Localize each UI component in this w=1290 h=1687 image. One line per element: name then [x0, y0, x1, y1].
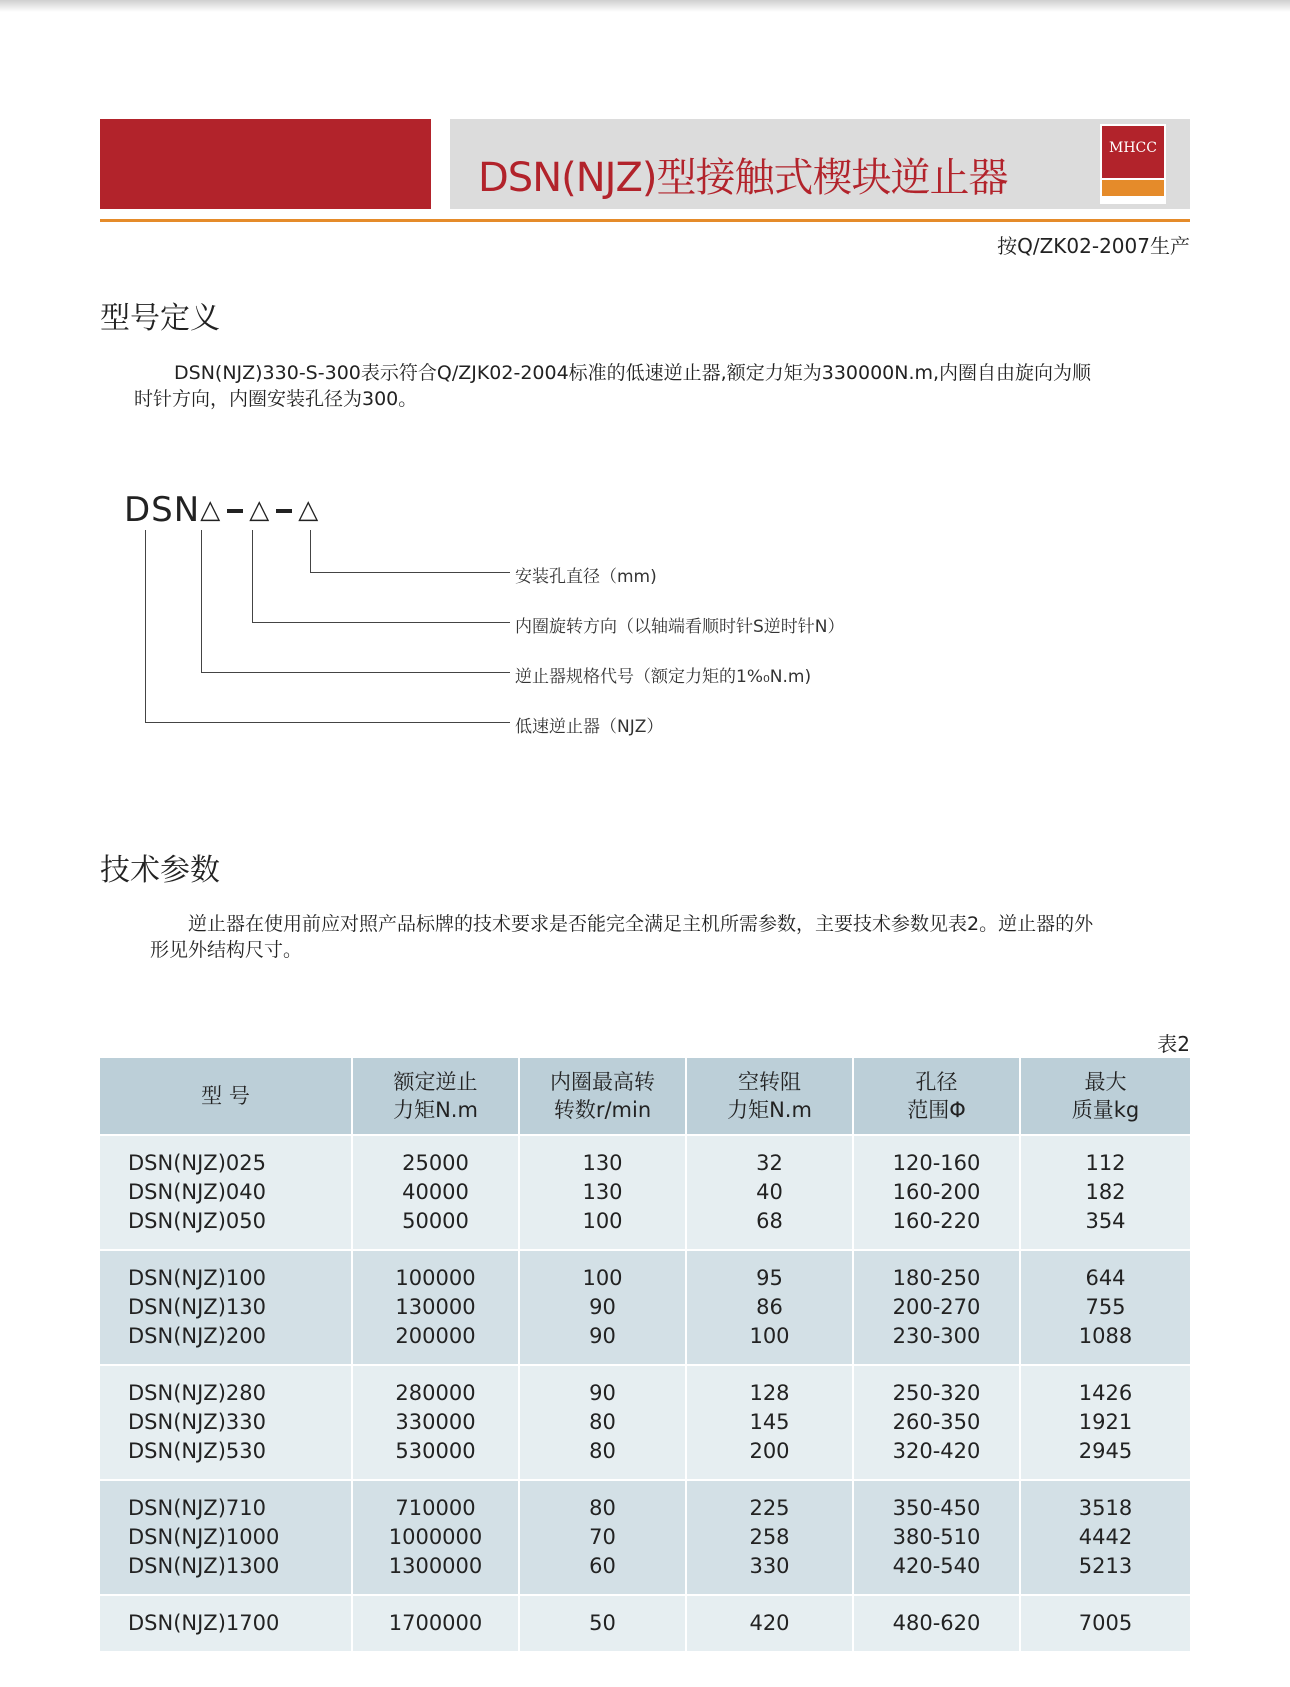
- cell-value: 130000: [395, 1295, 476, 1319]
- cell-value: DSN(NJZ)330: [128, 1410, 266, 1434]
- table-row-group: [100, 1135, 1190, 1250]
- leader-line: [310, 530, 311, 572]
- cell-value: 130: [582, 1151, 623, 1175]
- cell-value: 200-270: [892, 1295, 981, 1319]
- cell-value: 710000: [395, 1496, 476, 1520]
- cell-value: 200000: [395, 1324, 476, 1348]
- code-dash: [227, 509, 243, 513]
- column-header: 型 号: [100, 1058, 352, 1135]
- table-cell: [519, 1135, 686, 1250]
- cell-value: DSN(NJZ)100: [128, 1266, 266, 1290]
- cell-value: 1426: [1078, 1381, 1133, 1405]
- cell-value: 225: [749, 1496, 790, 1520]
- cell-value: 2945: [1078, 1439, 1133, 1463]
- cell-value: 3518: [1078, 1496, 1133, 1520]
- cell-value: 145: [749, 1410, 790, 1434]
- cell-value: DSN(NJZ)1000: [128, 1525, 280, 1549]
- leader-line: [252, 530, 253, 622]
- column-header: 空转阻 力矩N.m: [686, 1058, 853, 1135]
- cell-value: 330: [749, 1554, 790, 1578]
- code-label-spec: 逆止器规格代号（额定力矩的1%₀N.m): [515, 667, 812, 687]
- table-cell: [853, 1480, 1020, 1595]
- cell-value: DSN(NJZ)1700: [128, 1611, 280, 1635]
- table-cell: [686, 1595, 853, 1651]
- cell-value: 1921: [1078, 1410, 1133, 1434]
- cell-value: 80: [589, 1410, 616, 1434]
- code-symbol: △: [298, 495, 320, 525]
- table-cell: [1020, 1135, 1190, 1250]
- code-symbol: △: [249, 495, 271, 525]
- table-cell: [686, 1365, 853, 1480]
- code-prefix: DSN: [124, 490, 201, 530]
- cell-value: 380-510: [892, 1525, 981, 1549]
- cell-value: 80: [589, 1439, 616, 1463]
- cell-value: 230-300: [892, 1324, 981, 1348]
- cell-value: 260-350: [892, 1410, 981, 1434]
- table-cell: [100, 1480, 352, 1595]
- table-row-group: [100, 1250, 1190, 1365]
- cell-value: 755: [1085, 1295, 1126, 1319]
- cell-value: 1000000: [388, 1525, 483, 1549]
- table-cell: [1020, 1480, 1190, 1595]
- cell-value: 100: [582, 1266, 623, 1290]
- cell-value: 50: [589, 1611, 616, 1635]
- table-cell: [352, 1595, 519, 1651]
- cell-value: 320-420: [892, 1439, 981, 1463]
- cell-value: 354: [1085, 1209, 1126, 1233]
- table-cell: [100, 1135, 352, 1250]
- cell-value: 32: [756, 1151, 783, 1175]
- cell-value: 1088: [1078, 1324, 1133, 1348]
- leader-line: [201, 672, 510, 673]
- logo-text: MHCC: [1102, 126, 1164, 178]
- table-caption: 表2: [1157, 1032, 1190, 1056]
- cell-value: DSN(NJZ)025: [128, 1151, 266, 1175]
- cell-value: 5213: [1078, 1554, 1133, 1578]
- cell-value: 130: [582, 1180, 623, 1204]
- logo-stripe: [1102, 180, 1164, 196]
- cell-value: 86: [756, 1295, 783, 1319]
- table-header-row: [100, 1058, 1190, 1135]
- code-label-type: 低速逆止器（NJZ）: [515, 717, 664, 737]
- cell-value: 95: [756, 1266, 783, 1290]
- cell-value: 160-220: [892, 1209, 981, 1233]
- table-cell: [686, 1135, 853, 1250]
- cell-value: 100000: [395, 1266, 476, 1290]
- cell-value: 200: [749, 1439, 790, 1463]
- table-cell: [519, 1365, 686, 1480]
- company-logo: [1100, 124, 1166, 204]
- table-cell: [352, 1480, 519, 1595]
- header-divider: [100, 219, 1190, 222]
- page-title: DSN(NJZ)型接触式楔块逆止器: [478, 155, 1008, 201]
- table-cell: [1020, 1365, 1190, 1480]
- cell-value: DSN(NJZ)040: [128, 1180, 266, 1204]
- table-row-group: [100, 1480, 1190, 1595]
- cell-value: 7005: [1078, 1611, 1133, 1635]
- header-red-block: [100, 119, 431, 209]
- cell-value: 112: [1085, 1151, 1126, 1175]
- spec-table: [100, 1058, 1190, 1651]
- code-dash: [276, 509, 292, 513]
- standard-note: 按Q/ZK02-2007生产: [997, 234, 1190, 258]
- code-label-direction: 内圈旋转方向（以轴端看顺时针S逆时针N）: [515, 617, 845, 637]
- cell-value: 530000: [395, 1439, 476, 1463]
- cell-value: 420: [749, 1611, 790, 1635]
- cell-value: 160-200: [892, 1180, 981, 1204]
- cell-value: DSN(NJZ)050: [128, 1209, 266, 1233]
- leader-line: [310, 572, 510, 573]
- table-cell: [686, 1480, 853, 1595]
- cell-value: DSN(NJZ)130: [128, 1295, 266, 1319]
- column-header: 孔径 范围Φ: [853, 1058, 1020, 1135]
- code-label-bore: 安装孔直径（mm): [515, 567, 657, 587]
- table-cell: [100, 1595, 352, 1651]
- cell-value: 120-160: [892, 1151, 981, 1175]
- cell-value: 128: [749, 1381, 790, 1405]
- cell-value: 644: [1085, 1266, 1126, 1290]
- cell-value: 90: [589, 1381, 616, 1405]
- cell-value: 100: [582, 1209, 623, 1233]
- model-code-diagram: [124, 490, 319, 530]
- column-header: 额定逆止 力矩N.m: [352, 1058, 519, 1135]
- cell-value: DSN(NJZ)280: [128, 1381, 266, 1405]
- tech-params-heading: 技术参数: [100, 853, 220, 888]
- tech-params-paragraph: [150, 911, 1150, 963]
- cell-value: 480-620: [892, 1611, 981, 1635]
- table-cell: [352, 1365, 519, 1480]
- cell-value: DSN(NJZ)1300: [128, 1554, 280, 1578]
- cell-value: 68: [756, 1209, 783, 1233]
- table-cell: [853, 1595, 1020, 1651]
- paragraph-line: 形见外结构尺寸。: [150, 939, 303, 961]
- paragraph-line: DSN(NJZ)330-S-300表示符合Q/ZJK02-2004标准的低速逆止器,额定力矩为330000N.m,内圈自由旋向为顺: [174, 362, 1092, 384]
- cell-value: 350-450: [892, 1496, 981, 1520]
- cell-value: 330000: [395, 1410, 476, 1434]
- table-cell: [352, 1135, 519, 1250]
- table-cell: [100, 1250, 352, 1365]
- table-row-group: [100, 1595, 1190, 1651]
- cell-value: 420-540: [892, 1554, 981, 1578]
- cell-value: 50000: [402, 1209, 469, 1233]
- table-cell: [853, 1135, 1020, 1250]
- leader-line: [252, 622, 510, 623]
- paragraph-line: 时针方向，内圈安装孔径为300。: [134, 388, 418, 410]
- table-cell: [519, 1480, 686, 1595]
- table-cell: [100, 1365, 352, 1480]
- cell-value: 4442: [1078, 1525, 1133, 1549]
- top-shadow: [0, 0, 1290, 12]
- paragraph-line: 逆止器在使用前应对照产品标牌的技术要求是否能完全满足主机所需参数，主要技术参数见表2。逆止器的外: [188, 913, 1094, 935]
- table-cell: [352, 1250, 519, 1365]
- cell-value: 280000: [395, 1381, 476, 1405]
- table-cell: [1020, 1250, 1190, 1365]
- column-header: 内圈最高转 转数r/min: [519, 1058, 686, 1135]
- cell-value: 40000: [402, 1180, 469, 1204]
- cell-value: 100: [749, 1324, 790, 1348]
- table-cell: [853, 1365, 1020, 1480]
- cell-value: 90: [589, 1324, 616, 1348]
- cell-value: 25000: [402, 1151, 469, 1175]
- leader-line: [145, 722, 510, 723]
- table-cell: [1020, 1595, 1190, 1651]
- cell-value: 182: [1085, 1180, 1126, 1204]
- cell-value: 250-320: [892, 1381, 981, 1405]
- cell-value: 258: [749, 1525, 790, 1549]
- cell-value: 40: [756, 1180, 783, 1204]
- cell-value: 1700000: [388, 1611, 483, 1635]
- table-cell: [519, 1250, 686, 1365]
- cell-value: 90: [589, 1295, 616, 1319]
- model-definition-heading: 型号定义: [100, 301, 220, 336]
- code-symbol: △: [200, 495, 222, 525]
- leader-line: [145, 530, 146, 722]
- model-definition-paragraph: [134, 360, 1134, 412]
- cell-value: 60: [589, 1554, 616, 1578]
- cell-value: DSN(NJZ)710: [128, 1496, 266, 1520]
- cell-value: 80: [589, 1496, 616, 1520]
- cell-value: 70: [589, 1525, 616, 1549]
- table-cell: [519, 1595, 686, 1651]
- leader-line: [201, 530, 202, 672]
- cell-value: DSN(NJZ)200: [128, 1324, 266, 1348]
- cell-value: 180-250: [892, 1266, 981, 1290]
- cell-value: DSN(NJZ)530: [128, 1439, 266, 1463]
- column-header: 最大 质量kg: [1020, 1058, 1190, 1135]
- table-cell: [686, 1250, 853, 1365]
- table-row-group: [100, 1365, 1190, 1480]
- cell-value: 1300000: [388, 1554, 483, 1578]
- table-cell: [853, 1250, 1020, 1365]
